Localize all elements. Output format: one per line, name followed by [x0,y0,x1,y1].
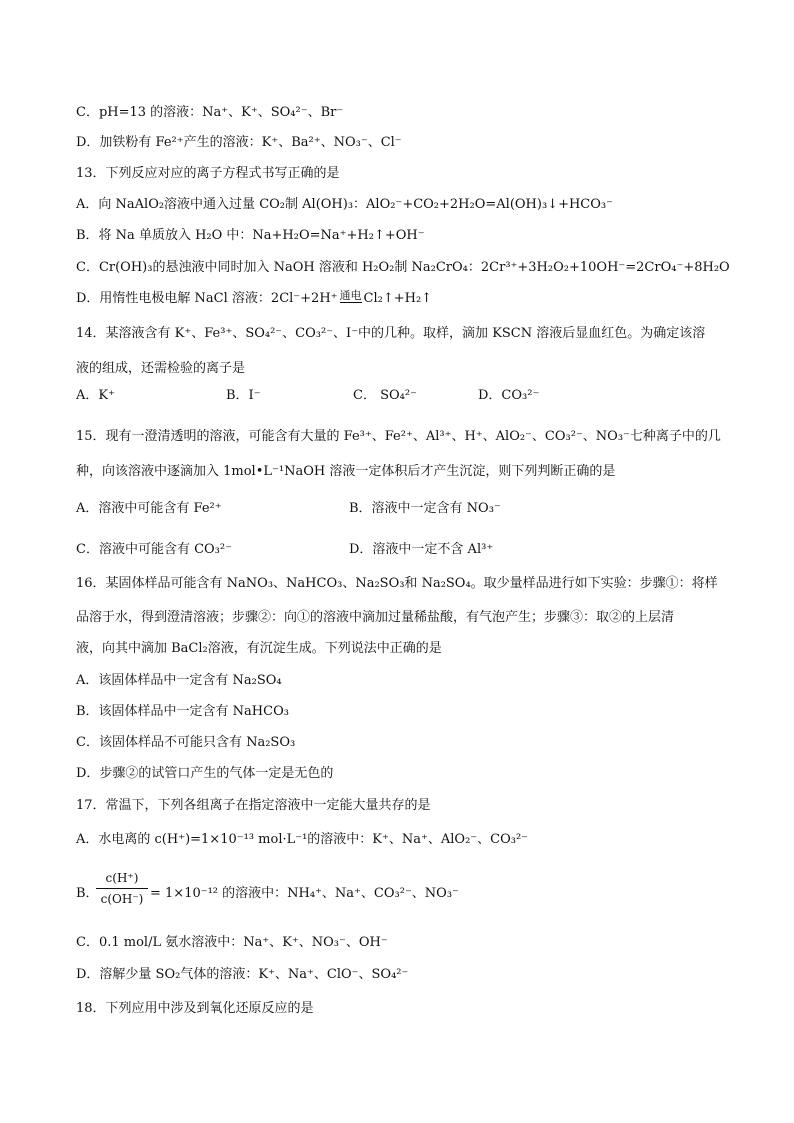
q15-stem-line1: 15．现有一澄清透明的溶液，可能含有大量的 Fe³⁺、Fe²⁺、Al³⁺、H⁺、AlO₂⁻、CO₃²⁻、NO₃⁻七种离子中的几 [76,429,721,444]
q15-option-b: B．溶液中一定含有 NO₃⁻ [349,501,501,516]
q12-option-d: D．加铁粉有 Fe²⁺产生的溶液：K⁺、Ba²⁺、NO₃⁻、Cl⁻ [76,135,402,150]
q13-option-a: A．向 NaAlO₂溶液中通入过量 CO₂制 Al(OH)₃：AlO₂⁻+CO₂+2H₂O=Al(OH)₃↓+HCO₃⁻ [76,197,613,212]
q12-option-c: C．pH=13 的溶液：Na⁺、K⁺、SO₄²⁻、Br⁻ [76,105,344,120]
q17-option-a: A．水电离的 c(H⁺)=1×10⁻¹³ mol·L⁻¹的溶液中：K⁺、Na⁺、AlO₂⁻、CO₃²⁻ [76,832,529,847]
q13-option-d-right: Cl₂↑+H₂↑ [363,291,433,306]
q17-option-c: C．0.1 mol/L 氨水溶液中：Na⁺、K⁺、NO₃⁻、OH⁻ [76,935,388,950]
q16-option-b: B．该固体样品中一定含有 NaHCO₃ [76,704,289,719]
q16-option-c: C．该固体样品不可能只含有 Na₂SO₃ [76,735,296,750]
q16-stem-line3: 液，向其中滴加 BaCl₂溶液，有沉淀生成。下列说法中正确的是 [76,641,442,656]
q13-option-d [76,290,432,308]
q14-stem-line2: 液的组成，还需检验的离子是 [76,361,246,376]
q17-option-b-label: B． [76,886,99,901]
q13-option-b: B．将 Na 单质放入 H₂O 中：Na+H₂O=Na⁺+H₂↑+OH⁻ [76,228,425,243]
q14-stem-line1: 14．某溶液含有 K⁺、Fe³⁺、SO₄²⁻、CO₃²⁻、I⁻中的几种。取样，滴加 KSCN 溶液后显血红色。为确定该溶 [76,326,706,341]
fraction-numerator: c(H⁺) [96,870,148,889]
q15-option-a: A．溶液中可能含有 Fe²⁺ [76,501,222,516]
q14-option-a: A．K⁺ [76,388,115,403]
q16-option-a: A．该固体样品中一定含有 Na₂SO₄ [76,673,282,688]
q16-option-d: D．步骤②的试管口产生的气体一定是无色的 [76,766,334,781]
q14-option-d: D．CO₃²⁻ [478,388,540,403]
q17-option-b-fraction [96,870,148,907]
q14-option-c: C． SO₄²⁻ [353,388,417,403]
q13-option-c: C．Cr(OH)₃的悬浊液中同时加入 NaOH 溶液和 H₂O₂制 Na₂CrO₄：2Cr³⁺+3H₂O₂+10OH⁻=2CrO₄⁻+8H₂O [76,260,730,275]
fraction-denominator: c(OH⁻) [100,892,144,906]
q18-stem: 18．下列应用中涉及到氧化还原反应的是 [76,1001,314,1016]
q17-stem: 17．常温下，下列各组离子在指定溶液中一定能大量共存的是 [76,798,431,813]
q17-option-b-text: = 1×10⁻¹² 的溶液中：NH₄⁺、Na⁺、CO₃²⁻、NO₃⁻ [150,886,459,901]
q13-stem: 13．下列反应对应的离子方程式书写正确的是 [76,166,340,181]
q16-stem-line1: 16．某固体样品可能含有 NaNO₃、NaHCO₃、Na₂SO₃和 Na₂SO₄。取少量样品进行如下实验：步骤①：将样 [76,576,718,591]
q13-option-d-left: D．用惰性电极电解 NaCl 溶液：2Cl⁻+2H⁺ [76,291,338,306]
q15-option-d: D．溶液中一定不含 Al³⁺ [349,542,494,557]
q15-option-c: C．溶液中可能含有 CO₃²⁻ [76,542,232,557]
q16-stem-line2: 品溶于水，得到澄清溶液；步骤②：向①的溶液中滴加过量稀盐酸，有气泡产生；步骤③：取②的上层清 [76,610,675,625]
q14-option-b: B．I⁻ [226,388,261,403]
q15-stem-line2: 种，向该溶液中逐滴加入 1mol•L⁻¹NaOH 溶液一定体积后才产生沉淀，则下列判断正确的是 [76,464,616,479]
electrolysis-condition: 通电 [339,289,362,302]
q17-option-d: D．溶解少量 SO₂气体的溶液：K⁺、Na⁺、ClO⁻、SO₄²⁻ [76,967,409,982]
